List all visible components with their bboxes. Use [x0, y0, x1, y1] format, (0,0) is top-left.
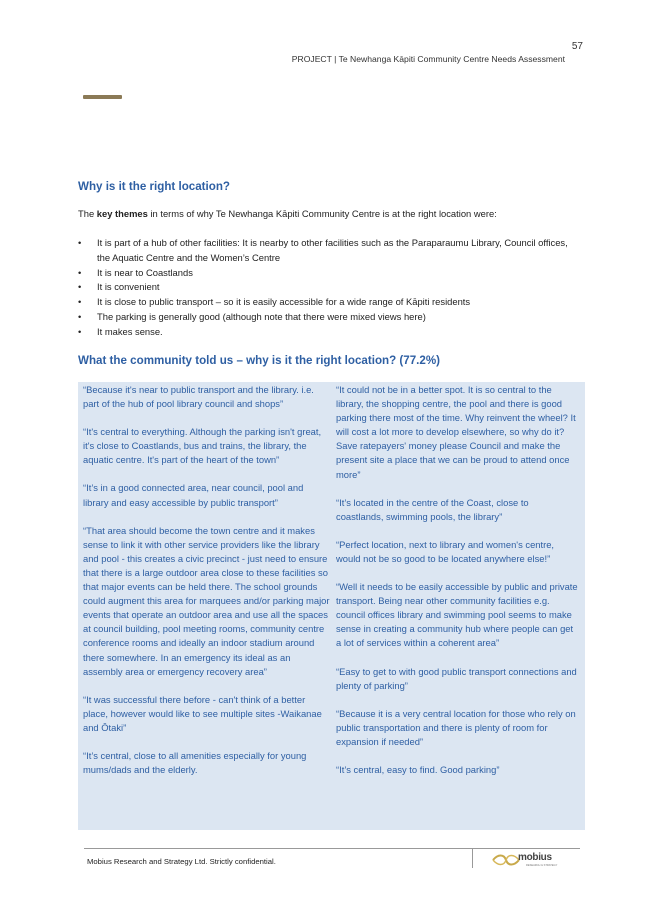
quote: “Easy to get to with good public transport connections and plenty of parking”: [336, 665, 577, 691]
quotes-box: [78, 382, 585, 830]
quote: “It could not be in a better spot. It is so central to the library, the shopping centre, the pool and there is good parking there most of the time. Why reinvent the wheel? It will cost a lot more to develop elsewhere, so why do it? Save ratepayers' money please Council and make the present site a place that we can be proud to attend once more”: [336, 384, 576, 480]
bullet-icon: •: [78, 325, 82, 337]
quote: “It’s central, easy to find. Good parking”: [336, 763, 500, 775]
list-item: [78, 295, 578, 310]
list-item-text: It is close to public transport – so it is easily accessible for a wide range of Kāpiti residents: [97, 296, 471, 308]
bullet-icon: •: [78, 310, 82, 322]
quote: “It’s in a good connected area, near council, pool and library and easy accessible by public transport”: [83, 482, 304, 508]
mobius-logo: [492, 851, 572, 869]
list-item: [78, 280, 578, 295]
section-heading-why-location: Why is it the right location?: [78, 180, 231, 193]
footer-rule: [84, 848, 580, 849]
list-item-text: It is near to Coastlands: [97, 266, 193, 278]
footer-text: Mobius Research and Strategy Ltd. Strictly confidential.: [87, 857, 276, 866]
quotes-left-column: [83, 383, 331, 791]
footer-divider: [472, 848, 473, 868]
quote: “Because it is a very central location for those who rely on public transportation and there is plenty of room for expansion if needed”: [336, 707, 576, 747]
quote: “Perfect location, next to library and women's centre, would not be so good to be located anywhere else!”: [336, 538, 555, 564]
bullet-icon: •: [78, 237, 82, 248]
decorative-bar: [83, 95, 122, 99]
list-item: [78, 325, 578, 340]
quote: “Because it's near to public transport and the library. i.e. part of the hub of pool library council and shops”: [83, 384, 314, 410]
page-number: 57: [571, 41, 583, 52]
list-item-text: It makes sense.: [97, 325, 163, 337]
intro-prefix: The: [78, 208, 97, 219]
quote: “It's central to everything. Although the parking isn't great, it's close to Coastlands, bus and trains, the library, the aquatic centre. It's part of the heart of the town”: [83, 426, 322, 466]
logo-tagline: RESEARCH & STRATEGY: [526, 864, 558, 867]
key-themes-list: [78, 236, 578, 340]
quote: “It’s central, close to all amenities especially for young mums/dads and the elderly.: [83, 749, 307, 776]
list-item: [78, 310, 578, 325]
quotes-right-column: [336, 383, 578, 791]
list-item: [78, 266, 578, 281]
list-item-text: It is part of a hub of other facilities: It is nearby to other facilities such as the Paraparaumu Library, Council offices, the Aquatic Centre and the Women’s Centre: [97, 237, 568, 263]
bullet-icon: •: [78, 296, 82, 308]
mobius-swirl-icon: [492, 853, 520, 867]
quote: “It’s located in the centre of the Coast, close to coastlands, swimming pools, the library”: [336, 496, 529, 522]
section-heading-community-told-us: What the community told us – why is it the right location? (77.2%): [78, 354, 441, 367]
intro-suffix: in terms of why Te Newhanga Kāpiti Community Centre is at the right location were:: [147, 208, 497, 219]
intro-bold: key themes: [96, 208, 148, 219]
running-header: PROJECT | Te Newhanga Kāpiti Community Centre Needs Assessment: [291, 54, 565, 64]
list-item: [78, 236, 578, 266]
quote: “It was successful there before - can't think of a better place, however would like to see multiple sites -Waikanae and Ōtaki”: [83, 693, 322, 733]
list-item-text: It is convenient: [97, 281, 160, 293]
bullet-icon: •: [78, 281, 82, 293]
bullet-icon: •: [78, 266, 82, 278]
intro-paragraph: [78, 208, 497, 219]
list-item-text: The parking is generally good (although note that there were mixed views here): [97, 310, 426, 322]
logo-text: mobius: [518, 852, 552, 863]
quote: “Well it needs to be easily accessible by public and private transport. Being near other community facilities e.g. council offices library and swimming pool seems to make sense in creating a community hub where people can get a lot of services within a coherent area”: [336, 581, 578, 649]
quote: “That area should become the town centre and it makes sense to link it with other service providers like the library and pool - this creates a civic precinct - just need to ensure that there is a large outdoor area close to these facilities so that major events can be held there. The school grounds could augment this area for marquees and/or parking major events that operate an outdoor area and use all the spaces at council building, pool meeting rooms, community centre conference rooms and ideally an indoor stadium around there somewhere. In an emergency its ideal as an assembly area or emergency recovery area”: [83, 524, 330, 677]
